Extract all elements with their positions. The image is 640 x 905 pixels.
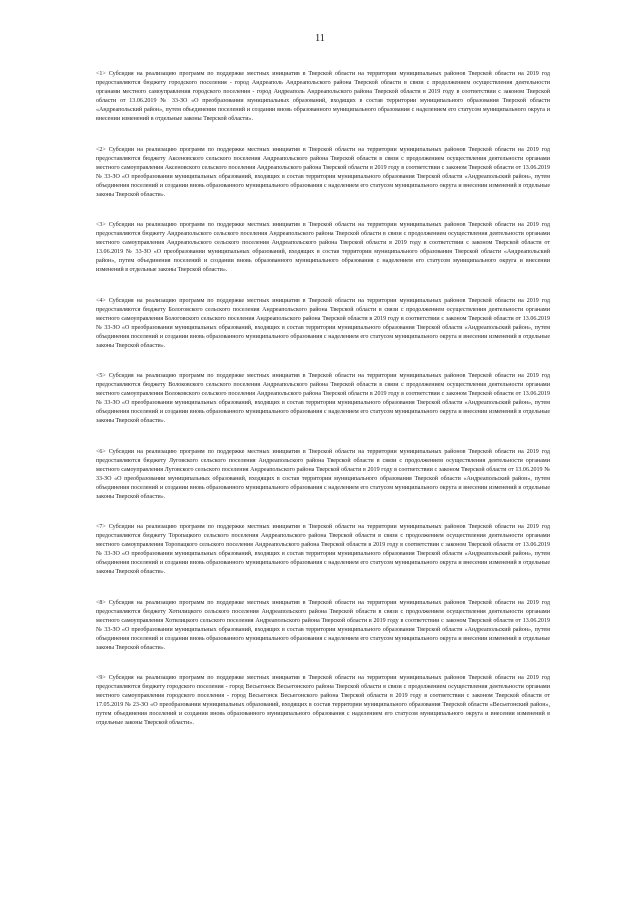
footnote-3: <3> Субсидии на реализацию программ по поддержке местных инициатив в Тверской области на территории муниципальных районов Тверской области на 2019 год предоставляются бюджету Андреапольского сельского поселения Андреапольского района Тверской области в связи с продолжением осуществления деятельности органами местного самоуправления Андреапольского сельского поселения Андреапольского района Тверской области в 2019 году в соответствии с законом Тверской области от 13.06.2019 № 33-ЗО «О преобразовании муниципальных образований, входящих в состав территории муниципального образования Тверской области «Андреапольский район», путем объединения поселений и создании вновь образованного муниципального образования с наделением его статусом муниципального округа и внесении изменений в отдельные законы Тверской области».: [96, 222, 550, 273]
footnote-9: <9> Субсидия на реализацию программ по поддержке местных инициатив в Тверской области на территории муниципальных районов Тверской области на 2019 год предоставляются бюджету городского поселения - город Весьегонск Весьегонского района Тверской области в связи с продолжением осуществления деятельности органами местного самоуправления городского поселения - город Весьегонск Весьегонского района Тверской области в 2019 году в соответствии с законом Тверской области от 17.05.2019 № 23-ЗО «О преобразовании муниципальных образований, входящих в состав территории муниципального образования Тверской области «Весьегонский район», путем объединения поселений и создании вновь образованного муниципального образования с наделением его статусом муниципального округа и внесении изменений в отдельные законы Тверской области».: [96, 675, 550, 726]
footnote-7: <7> Субсидии на реализацию программ по поддержке местных инициатив в Тверской области на территории муниципальных районов Тверской области на 2019 год предоставляются бюджету Торопацкого сельского поселения Андреапольского района Тверской области в связи с продолжением осуществления деятельности органами местного самоуправления Торопацкого сельского поселения Андреапольского района Тверской области в 2019 году в соответствии с законом Тверской области от 13.06.2019 № 33-ЗО «О преобразовании муниципальных образований, входящих в состав территории муниципального образования Тверской области «Андреапольский район», путем объединения поселений и создании вновь образованного муниципального образования с наделением его статусом муниципального округа и внесении изменений в отдельные законы Тверской области».: [96, 524, 550, 575]
footnote-5: <5> Субсидия на реализацию программ по поддержке местных инициатив в Тверской области на территории муниципальных районов Тверской области на 2019 год предоставляются бюджету Волоковского сельского поселения Андреапольского района Тверской области в связи с продолжением осуществления деятельности органами местного самоуправления Волоковского сельского поселения Андреапольского района Тверской области в 2019 году в соответствии с законом Тверской области от 13.06.2019 № 33-ЗО «О преобразовании муниципальных образований, входящих в состав территории муниципального образования Тверской области «Андреапольский район», путем объединения поселений и создании вновь образованного муниципального образования с наделением его статусом муниципального округа и внесении изменений в отдельные законы Тверской области».: [96, 373, 550, 424]
footnote-4: <4> Субсидия на реализацию программ по поддержке местных инициатив в Тверской области на территории муниципальных районов Тверской области на 2019 год предоставляются бюджету Бологовского сельского поселения Андреапольского района Тверской области в связи с продолжением осуществления деятельности органами местного самоуправления Бологовского сельского поселения Андреапольского района Тверской области в 2019 году в соответствии с законом Тверской области от 13.06.2019 № 33-ЗО «О преобразовании муниципальных образований, входящих в состав территории муниципального образования Тверской области «Андреапольский район», путем объединения поселений и создании вновь образованного муниципального образования с наделением его статусом муниципального округа и внесении изменений в отдельные законы Тверской области».: [96, 297, 550, 349]
footnote-1: <1> Субсидия на реализацию программ по поддержке местных инициатив в Тверской области на территории муниципальных районов Тверской области на 2019 год предоставляются бюджету городского поселения - город Андреаполь Андреапольского района Тверской области в связи с продолжением осуществления деятельности органами местного самоуправления городского поселения - город Андреаполь Андреапольского района Тверской области в 2019 году в соответствии с законом Тверской области от 13.06.2019 № 33-ЗО «О преобразовании муниципальных образований, входящих в состав территории муниципального образования Тверской области «Андреапольский район», путем объединения поселений и создании вновь образованного муниципального образования с наделением его статусом муниципального округа и внесении изменений в отдельные законы Тверской области».: [96, 71, 550, 122]
page-number: 11: [315, 33, 325, 44]
footnote-2: <2> Субсидии на реализацию программ по поддержке местных инициатив в Тверской области на территории муниципальных районов Тверской области на 2019 год предоставляются бюджету Аксеновского сельского поселения Андреапольского района Тверской области в связи с продолжением осуществления деятельности органами местного самоуправления Аксеновского сельского поселения Андреапольского района Тверской области в 2019 году в соответствии с законом Тверской области от 13.06.2019 № 33-ЗО «О преобразовании муниципальных образований, входящих в состав территории муниципального образования Тверской области «Андреапольский район», путем объединения поселений и создании вновь образованного муниципального образования с наделением его статусом муниципального округа и внесении изменений в отдельные законы Тверской области».: [96, 146, 550, 198]
footnotes-list: [96, 70, 550, 728]
footnote-8: <8> Субсидия на реализацию программ по поддержке местных инициатив в Тверской области на территории муниципальных районов Тверской области на 2019 год предоставляются бюджету Хотилицкого сельского поселения Андреапольского района Тверской области в связи с продолжением осуществления деятельности органами местного самоуправления Хотилицкого сельского поселения Андреапольского района Тверской области в 2019 году в соответствии с законом Тверской области от 13.06.2019 № 33-ЗО «О преобразовании муниципальных образований, входящих в состав территории муниципального образования Тверской области «Андреапольский район», путем объединения поселений и создании вновь образованного муниципального образования с наделением его статусом муниципального округа и внесении изменений в отдельные законы Тверской области».: [96, 599, 550, 651]
footnote-6: <6> Субсидии на реализацию программ по поддержке местных инициатив в Тверской области на территории муниципальных районов Тверской области на 2019 год предоставляются бюджету Луговского сельского поселения Андреапольского района Тверской области в связи с продолжением осуществления деятельности органами местного самоуправления Луговского сельского поселения Андреапольского района Тверской области в 2019 году в соответствии с законом Тверской области от 13.06.2019 № 33-ЗО «О преобразовании муниципальных образований, входящих в состав территории муниципального образования Тверской области «Андреапольский район», путем объединения поселений и создании вновь образованного муниципального образования с наделением его статусом муниципального округа и внесении изменений в отдельные законы Тверской области».: [96, 448, 550, 500]
